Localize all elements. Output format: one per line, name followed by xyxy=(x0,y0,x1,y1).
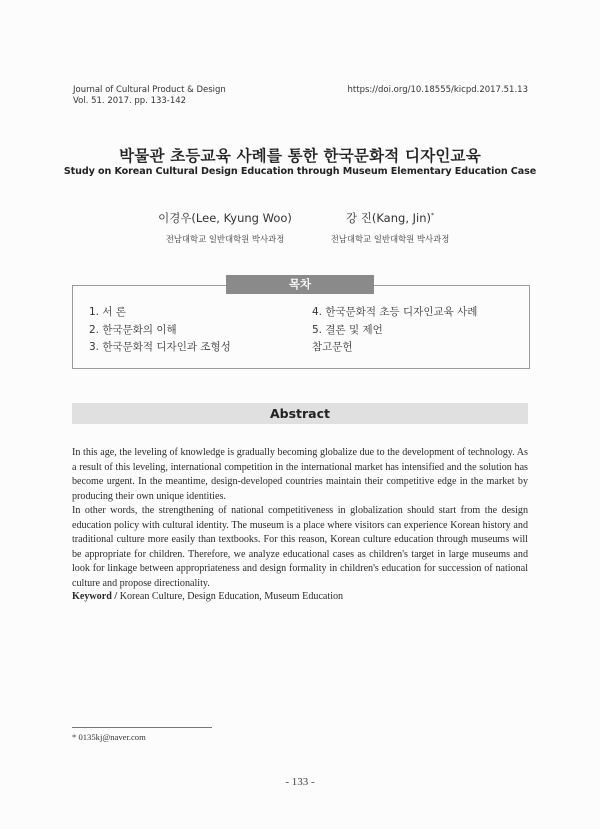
abstract-paragraph: In other words, the strengthening of national competitiveness in globalization should start from the design education policy with cultural identity. The museum is a place where visitors can experience Korean history and traditional culture more easily than textbooks. For this reason, Korean culture education through museums will be appropriate for children. Therefore, we analyze educational cases as children's target in large museums and look for linkage between appropriateness and design formality in children's education for succession of national culture and propose directionality. xyxy=(72,505,528,589)
toc-item: 5. 결론 및 제언 xyxy=(312,323,383,336)
keyword-line xyxy=(72,591,343,602)
footnote xyxy=(72,732,146,742)
toc-heading: 목차 xyxy=(226,275,374,294)
volume-info: Vol. 51. 2017. pp. 133-142 xyxy=(73,96,187,106)
toc-item: 3. 한국문화적 디자인과 조형성 xyxy=(89,341,231,353)
author-affiliation: 전남대학교 일반대학원 박사과정 xyxy=(165,234,285,244)
footnote-divider xyxy=(72,727,212,728)
author-name-text: 강 진(Kang, Jin) xyxy=(345,211,431,225)
toc-column-left xyxy=(89,305,231,358)
footnote-email[interactable]: 0135kj@naver.com xyxy=(78,732,146,742)
keyword-text: Korean Culture, Design Education, Museum Education xyxy=(119,591,344,602)
author-affiliation: 전남대학교 일반대학원 박사과정 xyxy=(330,234,450,244)
abstract-paragraph: In this age, the leveling of knowledge is gradually becoming globalize due to the development of technology. As a result of this leveling, international competition in the international market has intensified and the solution has become urgent. In the meantime, design-developed countries maintain their competitive edge in the market by producing their own unique identities. xyxy=(72,447,528,502)
title-english: Study on Korean Cultural Design Education through Museum Elementary Education Case xyxy=(63,166,537,177)
corresponding-author-mark: * xyxy=(431,212,434,220)
abstract-heading: Abstract xyxy=(72,403,528,424)
journal-header xyxy=(73,85,226,107)
toc-item: 1. 서 론 xyxy=(89,306,126,318)
author-name xyxy=(290,210,490,226)
author-name-text: 이경우(Lee, Kyung Woo) xyxy=(158,211,292,225)
toc-item: 참고문헌 xyxy=(312,341,353,353)
title-korean: 박물관 초등교육 사례를 통한 한국문화적 디자인교육 xyxy=(119,147,481,165)
toc-column-right xyxy=(312,305,477,358)
doi-link[interactable]: https://doi.org/10.18555/kicpd.2017.51.13 xyxy=(347,85,528,95)
keyword-separator: / xyxy=(114,591,118,602)
toc-item: 4. 한국문화적 초등 디자인교육 사례 xyxy=(312,306,478,318)
journal-name: Journal of Cultural Product & Design xyxy=(73,85,226,95)
page-number: - 133 - xyxy=(285,776,315,788)
footnote-mark: * xyxy=(72,732,77,742)
toc-item: 2. 한국문화의 이해 xyxy=(89,323,177,336)
keyword-label: Keyword xyxy=(72,591,112,602)
